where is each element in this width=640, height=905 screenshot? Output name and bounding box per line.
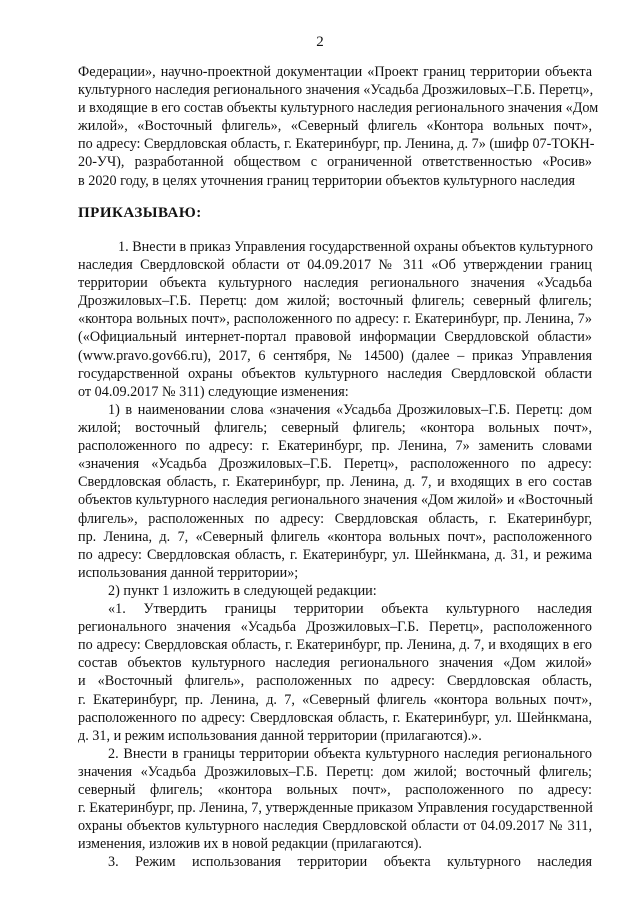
text-line: и «Восточный флигель», расположенных по адресу: Свердловская область, <box>78 673 592 690</box>
text-line: использования данной территории»; <box>78 564 299 581</box>
text-line: Федерации», научно-проектной документации «Проект границ территории объекта <box>78 64 592 80</box>
text-line: 2. Внести в границы территории объекта культурного наследия регионального <box>108 746 592 762</box>
text-line: наследия Свердловской области от 04.09.2017 № 311 «Об утверждении границ <box>78 257 592 274</box>
intro-paragraph <box>78 63 599 190</box>
subitem-1-paragraph <box>78 401 592 582</box>
text-line: 1. Внести в приказ Управления государственной охраны объектов культурного <box>118 239 593 255</box>
text-line: культурного наследия регионального значения «Усадьба Дрозжиловых–Г.Б. Перетц», <box>78 82 594 99</box>
text-line: от 04.09.2017 № 311) следующие изменения: <box>78 383 349 400</box>
text-line: состав объектов культурного наследия регионального значения «Дом жилой» <box>78 655 592 672</box>
text-line: в 2020 году, в целях уточнения границ территории объектов культурного наследия <box>78 172 576 189</box>
text-line: расположенного по адресу: Свердловская область, г. Екатеринбург, ул. Шейнкмана, <box>78 709 592 726</box>
text-line: (www.pravo.gov66.ru), 2017, 6 сентября, № 14500) (далее – приказ Управления <box>78 347 592 364</box>
text-line: жилой», «Восточный флигель», «Северный флигель «Контора вольных почт», <box>78 118 592 135</box>
text-line: по адресу: Свердловская область, г. Екатеринбург, ул. Шейнкмана, д. 31, и режима <box>78 546 592 563</box>
text-line: г. Екатеринбург, пр. Ленина, 7, утвержденные приказом Управления государственной <box>78 800 593 817</box>
text-line: 3. Режим использования территории объекта культурного наследия <box>108 854 592 870</box>
text-line: регионального значения «Усадьба Дрозжиловых–Г.Б. Перетц», расположенного <box>78 619 592 636</box>
text-line: охраны объектов культурного наследия Свердловской области от 04.09.2017 № 311, <box>78 818 592 835</box>
text-line: «значения «Усадьба Дрозжиловых–Г.Б. Перетц», расположенного по адресу: <box>78 456 592 473</box>
order-heading: ПРИКАЗЫВАЮ: <box>78 205 202 221</box>
text-line: расположенного по адресу: г. Екатеринбург, пр. Ленина, 7» заменить словами <box>78 438 592 455</box>
item-3-paragraph <box>78 853 592 871</box>
text-line: («Официальный интернет-портал правовой информации Свердловской области» <box>78 329 592 346</box>
text-line: д. 31, и режим использования данной территории (прилагаются).». <box>78 727 482 744</box>
text-line: жилой; восточный флигель; северный флигель; «контора вольных почт», <box>78 420 592 437</box>
text-line: 1) в наименовании слова «значения «Усадьба Дрозжиловых–Г.Б. Перетц: дом <box>108 402 592 418</box>
text-line: флигель», расположенных по адресу: Свердловская область, г. Екатеринбург, <box>78 510 592 527</box>
text-line: по адресу: Свердловская область, г. Екатеринбург, пр. Ленина, д. 7» (шифр 07-ТОКН- <box>78 136 595 153</box>
text-line: объектов культурного наследия регионального значения «Дом жилой» и «Восточный <box>78 492 593 509</box>
text-line: и входящие в его состав объекты культурного наследия регионального значения «Дом <box>78 100 599 117</box>
subitem-2-paragraph <box>78 582 592 745</box>
text-line: «1. Утвердить границы территории объекта культурного наследия <box>108 601 592 618</box>
text-line: по адресу: Свердловская область, г. Екатеринбург, пр. Ленина, д. 7, и входящих в его <box>78 637 592 654</box>
text-line: 2) пункт 1 изложить в следующей редакции: <box>108 583 377 599</box>
item-1-paragraph <box>78 238 592 401</box>
text-line: изменения, изложив их в новой редакции (прилагаются). <box>78 836 422 853</box>
text-line: значения «Усадьба Дрозжиловых–Г.Б. Перетц: дом жилой; восточный флигель; <box>78 764 592 781</box>
text-line: г. Екатеринбург, пр. Ленина, д. 7, «Северный флигель «контора вольных почт», <box>78 691 592 708</box>
item-2-paragraph <box>78 745 592 854</box>
text-line: государственной охраны объектов культурного наследия Свердловской области <box>78 365 592 382</box>
page-number: 2 <box>316 34 324 50</box>
text-line: северный флигель; «контора вольных почт», расположенного по адресу: <box>78 782 592 799</box>
text-line: «контора вольных почт», расположенного по адресу: г. Екатеринбург, пр. Ленина, 7» <box>78 311 592 328</box>
text-line: Свердловская область, г. Екатеринбург, пр. Ленина, д. 7, и входящих в его состав <box>78 474 592 491</box>
text-line: пр. Ленина, д. 7, «Северный флигель «контора вольных почт», расположенного <box>78 528 592 545</box>
text-line: 20-УЧ), разработанной обществом с ограниченной ответственностью «Росив» <box>78 154 592 171</box>
text-line: территории объекта культурного наследия регионального значения «Усадьба <box>78 275 592 292</box>
text-line: Дрозжиловых–Г.Б. Перетц: дом жилой; восточный флигель; северный флигель; <box>78 293 592 310</box>
